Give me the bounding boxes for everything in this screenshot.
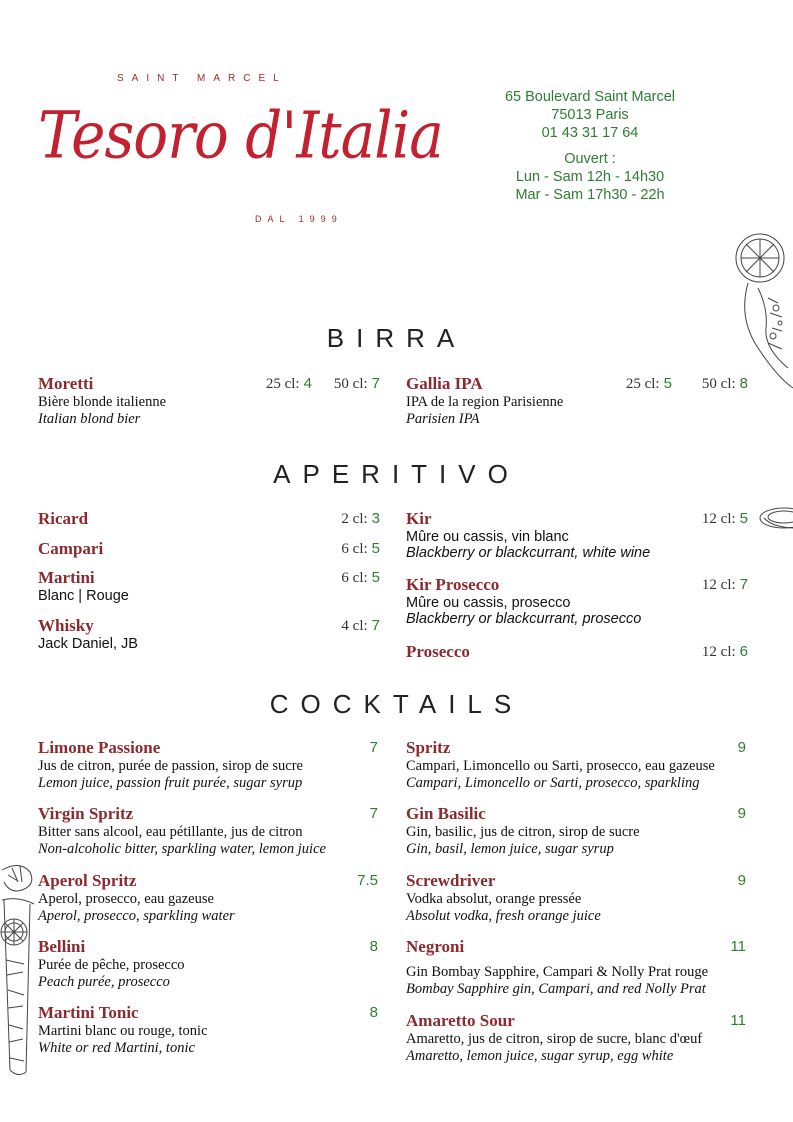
item-price: 12 cl: 6 [701, 643, 748, 660]
section-title-aperitivo: APERITIVO [273, 459, 520, 489]
item-desc-en: Campari, Limoncello or Sarti, prosecco, sparkling [406, 775, 700, 791]
item-price: 7 [369, 805, 378, 822]
item-name: Spritz [406, 738, 451, 757]
section-title-cocktails: COCKTAILS [269, 689, 524, 719]
brand-since: DAL 1999 [255, 214, 343, 224]
menu-item [406, 871, 748, 925]
item-price: 9 [737, 739, 746, 756]
section-title-birra: BIRRA [326, 323, 467, 353]
item-price: 12 cl: 5 [701, 510, 748, 527]
item-desc-en: Aperol, prosecco, sparkling water [38, 908, 235, 924]
item-name: Campari [38, 539, 104, 558]
menu-item [38, 374, 380, 428]
item-desc: Amaretto, jus de citron, sirop de sucre, blanc d'œuf [406, 1031, 703, 1047]
item-desc-en: Amaretto, lemon juice, sugar syrup, egg white [406, 1048, 674, 1064]
phone-number: 01 43 31 17 64 [541, 125, 639, 141]
item-desc: Campari, Limoncello ou Sarti, prosecco, eau gazeuse [406, 758, 715, 774]
item-desc-en: Blackberry or blackcurrant, white wine [406, 545, 651, 561]
item-name: Martini Tonic [38, 1003, 139, 1022]
menu-item [406, 1011, 748, 1065]
menu-item [406, 804, 748, 858]
menu-item [38, 1003, 380, 1057]
item-desc-en: Parisien IPA [406, 411, 480, 427]
item-desc: Bitter sans alcool, eau pétillante, jus de citron [38, 824, 303, 840]
menu-item [406, 374, 748, 428]
menu-item [406, 738, 748, 792]
item-name: Kir [406, 509, 432, 528]
hours-lunch: Lun - Sam 12h - 14h30 [515, 169, 665, 185]
item-desc-en: Blackberry or blackcurrant, prosecco [406, 611, 642, 627]
menu-item [406, 575, 748, 627]
item-desc: Mûre ou cassis, vin blanc [406, 529, 569, 545]
saucer-sketch-icon [758, 500, 793, 536]
item-name: Moretti [38, 374, 94, 393]
menu-item [38, 937, 380, 991]
item-desc-en: White or red Martini, tonic [38, 1040, 195, 1056]
menu-item [38, 568, 380, 604]
menu-item [406, 642, 748, 662]
item-desc: Gin, basilic, jus de citron, sirop de sucre [406, 824, 640, 840]
hours-title: Ouvert : [564, 151, 616, 167]
item-desc: Jus de citron, purée de passion, sirop de sucre [38, 758, 303, 774]
item-name: Limone Passione [38, 738, 161, 757]
item-price: 9 [737, 872, 746, 889]
menu-item [38, 539, 380, 559]
item-desc: Bière blonde italienne [38, 394, 167, 410]
item-desc-en: Peach purée, prosecco [38, 974, 170, 990]
address-city: 75013 Paris [551, 107, 629, 123]
menu-item [406, 509, 748, 561]
item-price: 11 [730, 938, 746, 955]
item-price: 7 [369, 739, 378, 756]
item-desc: Purée de pêche, prosecco [38, 957, 185, 973]
item-name: Gallia IPA [406, 374, 483, 393]
item-price: 25 cl: 5 50 cl: 8 [625, 375, 748, 392]
item-desc: Blanc | Rouge [38, 588, 129, 604]
menu-item [38, 871, 380, 925]
item-desc-en: Bombay Sapphire gin, Campari, and red Nolly Prat [406, 981, 706, 997]
menu-item [406, 937, 748, 998]
item-name: Bellini [38, 937, 86, 956]
item-price: 6 cl: 5 [341, 569, 380, 586]
item-name: Kir Prosecco [406, 575, 500, 594]
item-name: Whisky [38, 616, 94, 635]
item-price: 11 [730, 1012, 746, 1029]
item-price: 8 [369, 1004, 378, 1021]
item-desc-en: Absolut vodka, fresh orange juice [406, 908, 601, 924]
contact-block [470, 88, 710, 204]
item-desc: Vodka absolut, orange pressée [406, 891, 582, 907]
item-name: Prosecco [406, 642, 470, 661]
item-desc: Jack Daniel, JB [38, 636, 138, 652]
item-desc-en: Lemon juice, passion fruit purée, sugar syrup [38, 775, 303, 791]
item-desc: Aperol, prosecco, eau gazeuse [38, 891, 214, 907]
item-price: 25 cl: 4 50 cl: 7 [265, 375, 380, 392]
menu-item [38, 616, 380, 652]
item-name: Ricard [38, 509, 89, 528]
item-name: Martini [38, 568, 95, 587]
hours-dinner: Mar - Sam 17h30 - 22h [515, 187, 665, 203]
item-price: 4 cl: 7 [341, 617, 380, 634]
menu-item [38, 509, 380, 529]
item-price: 2 cl: 3 [341, 510, 380, 527]
brand-location: SAINT MARCEL [117, 73, 287, 84]
item-name: Virgin Spritz [38, 804, 134, 823]
item-price: 9 [737, 805, 746, 822]
item-name: Aperol Spritz [38, 871, 137, 890]
item-desc-en: Non-alcoholic bitter, sparkling water, lemon juice [38, 841, 326, 857]
item-desc: Gin Bombay Sapphire, Campari & Nolly Prat rouge [406, 964, 709, 980]
item-name: Amaretto Sour [406, 1011, 515, 1030]
cocktail-glass-sketch-icon [728, 228, 793, 393]
item-price: 7.5 [357, 872, 378, 889]
item-price: 12 cl: 7 [701, 576, 748, 593]
menu-item [38, 738, 380, 792]
address-street: 65 Boulevard Saint Marcel [504, 89, 676, 105]
item-desc: IPA de la region Parisienne [406, 394, 564, 410]
item-desc-en: Italian blond bier [38, 411, 141, 427]
item-name: Gin Basilic [406, 804, 486, 823]
item-price: 6 cl: 5 [341, 540, 380, 557]
item-desc: Mûre ou cassis, prosecco [406, 595, 571, 611]
item-desc: Martini blanc ou rouge, tonic [38, 1023, 208, 1039]
item-price: 8 [369, 938, 378, 955]
brand-logo: Tesoro d'Italia [38, 96, 443, 174]
item-name: Negroni [406, 937, 465, 956]
item-name: Screwdriver [406, 871, 496, 890]
item-desc-en: Gin, basil, lemon juice, sugar syrup [406, 841, 614, 857]
menu-item [38, 804, 380, 858]
